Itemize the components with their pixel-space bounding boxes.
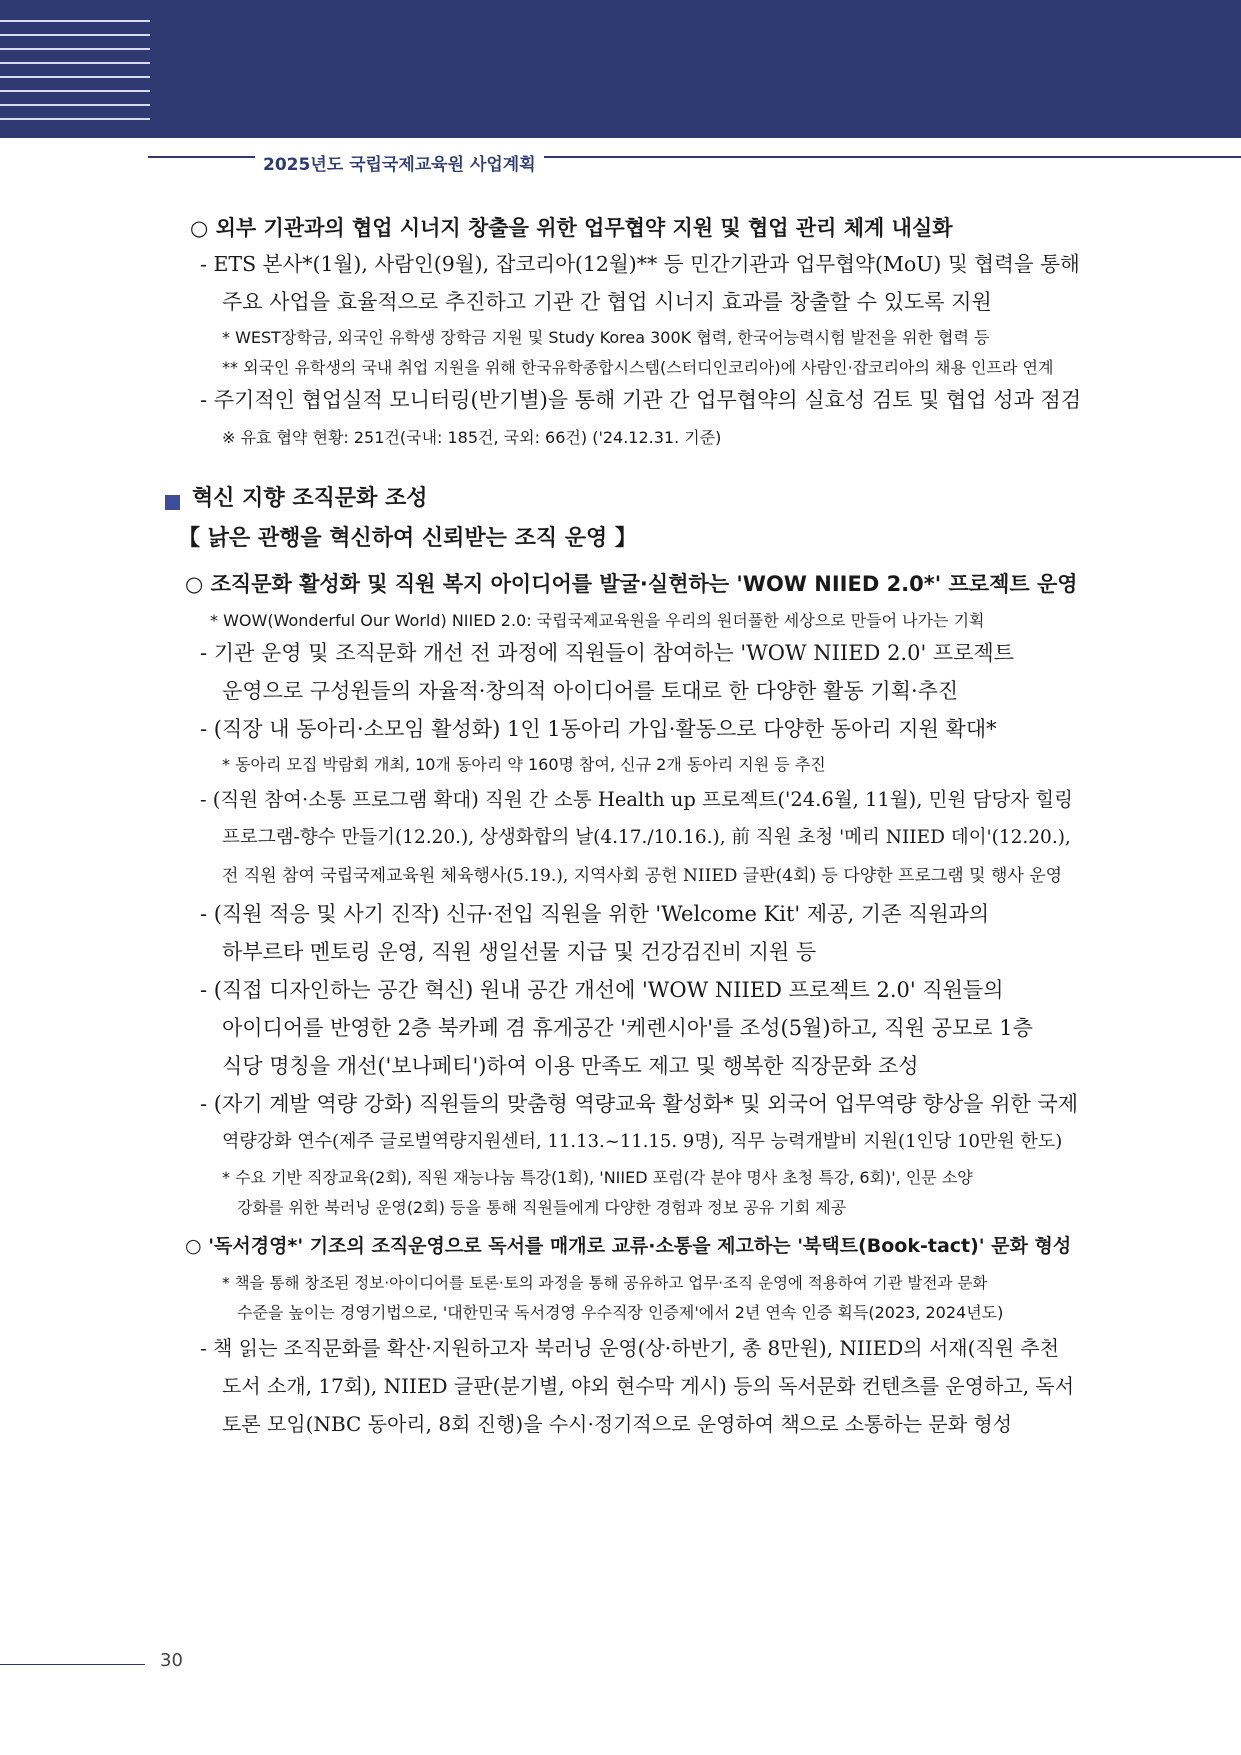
dash-item-cont: 전 직원 참여 국립국제교육원 체육행사(5.19.), 지역사회 공헌 NIIED 글판(4회) 등 다양한 프로그램 및 행사 운영 (222, 866, 1063, 886)
footnote-cont: 강화를 위한 북러닝 운영(2회) 등을 통해 직원들에게 다양한 경험과 정보 공유 기회 제공 (237, 1198, 847, 1217)
footnote: * 동아리 모집 박람회 개최, 10개 동아리 약 160명 참여, 신규 2개 동아리 지원 등 추진 (222, 755, 826, 774)
dash-item: - ETS 본사*(1월), 사람인(9월), 잡코리아(12월)** 등 민간기관과 업무협약(MoU) 및 협력을 통해 (200, 252, 1080, 276)
dash-item: - 기관 운영 및 조직문화 개선 전 과정에 직원들이 참여하는 'WOW NIIED 2.0' 프로젝트 (200, 641, 1015, 665)
footnote: ** 외국인 유학생의 국내 취업 지원을 위해 한국유학종합시스템(스터디인코리아)에 사람인·잡코리아의 채용 인프라 연계 (222, 358, 1054, 377)
section-square-icon (165, 495, 180, 510)
dash-item-cont: 프로그램-향수 만들기(12.20.), 상생화합의 날(4.17./10.16.), 前 직원 초청 '메리 NIIED 데이'(12.20.), (222, 827, 1071, 848)
dash-item-cont: 식당 명칭을 개선('보나페티')하여 이용 만족도 제고 및 행복한 직장문화 조성 (222, 1054, 919, 1078)
footnote: * 책을 통해 창조된 정보·아이디어를 토론·토의 과정을 통해 공유하고 업무·조직 운영에 적용하여 기관 발전과 문화 (222, 1274, 988, 1292)
footnote: * WEST장학금, 외국인 유학생 장학금 지원 및 Study Korea 300K 협력, 한국어능력시험 발전을 위한 협력 등 (222, 328, 990, 347)
bullet-heading: ○ 외부 기관과의 협업 시너지 창출을 위한 업무협약 지원 및 협업 관리 체계 내실화 (190, 216, 953, 240)
dash-item: - (자기 계발 역량 강화) 직원들의 맞춤형 역량교육 활성화* 및 외국어 업무역량 향상을 위한 국제 (200, 1092, 1079, 1116)
page-number: 30 (160, 1650, 183, 1671)
bullet-heading: ○ '독서경영*' 기조의 조직운영으로 독서를 매개로 교류·소통을 제고하는 '북택트(Book-tact)' 문화 형성 (185, 1235, 1072, 1257)
dash-item-cont: 하부르타 멘토링 운영, 직원 생일선물 지급 및 건강검진비 지원 등 (222, 940, 817, 964)
section-title: 혁신 지향 조직문화 조성 (192, 486, 428, 511)
footnote: * 수요 기반 직장교육(2회), 직원 재능나눔 특강(1회), 'NIIED 포럼(각 분야 명사 초청 특강, 6회)', 인문 소양 (222, 1168, 973, 1187)
dash-item-cont: 아이디어를 반영한 2층 북카페 겸 휴게공간 '케렌시아'를 조성(5월)하고, 직원 공모로 1층 (222, 1016, 1033, 1040)
note: ※ 유효 협약 현황: 251건(국내: 185건, 국외: 66건) ('24.12.31. 기준) (222, 428, 722, 447)
dash-item-cont: 주요 사업을 효율적으로 추진하고 기관 간 협업 시너지 효과를 창출할 수 있도록 지원 (222, 290, 992, 314)
dash-item: - 책 읽는 조직문화를 확산·지원하고자 북러닝 운영(상·하반기, 총 8만원), NIIED의 서재(직원 추천 (200, 1336, 1060, 1360)
document-title: 2025년도 국립국제교육원 사업계획 (255, 150, 544, 175)
dash-item: - 주기적인 협업실적 모니터링(반기별)을 통해 기관 간 업무협약의 실효성 검토 및 협업 성과 점검 (200, 388, 1082, 412)
dash-item: - (직장 내 동아리·소모임 활성화) 1인 1동아리 가입·활동으로 다양한 동아리 지원 확대* (200, 717, 997, 741)
dash-item-cont: 역량강화 연수(제주 글로벌역량지원센터, 11.13.~11.15. 9명), 직무 능력개발비 지원(1인당 10만원 한도) (222, 1131, 1063, 1152)
section-subtitle: 【 낡은 관행을 혁신하여 신뢰받는 조직 운영 】 (178, 526, 637, 551)
bullet-heading: ○ 조직문화 활성화 및 직원 복지 아이디어를 발굴·실현하는 'WOW NIIED 2.0*' 프로젝트 운영 (185, 572, 1078, 596)
dash-item: - (직접 디자인하는 공간 혁신) 원내 공간 개선에 'WOW NIIED 프로젝트 2.0' 직원들의 (200, 978, 1004, 1002)
dash-item-cont: 도서 소개, 17회), NIIED 글판(분기별, 야외 현수막 게시) 등의 독서문화 컨텐츠를 운영하고, 독서 (222, 1374, 1075, 1398)
dash-item: - (직원 적응 및 사기 진작) 신규·전입 직원을 위한 'Welcome Kit' 제공, 기존 직원과의 (200, 902, 990, 926)
dash-item-cont: 토론 모임(NBC 동아리, 8회 진행)을 수시·정기적으로 운영하여 책으로 소통하는 문화 형성 (222, 1412, 1013, 1436)
footnote-cont: 수준을 높이는 경영기법으로, '대한민국 독서경영 우수직장 인증제'에서 2년 연속 인증 획득(2023, 2024년도) (237, 1303, 1004, 1322)
dash-item-cont: 운영으로 구성원들의 자율적·창의적 아이디어를 토대로 한 다양한 활동 기획·추진 (222, 679, 959, 703)
footnote: * WOW(Wonderful Our World) NIIED 2.0: 국립국제교육원을 우리의 원더풀한 세상으로 만들어 나가는 기획 (210, 611, 985, 630)
header-band (0, 0, 1241, 138)
dash-item: - (직원 참여·소통 프로그램 확대) 직원 간 소통 Health up 프로젝트('24.6월, 11월), 민원 담당자 힐링 (200, 788, 1073, 811)
footer-rule (0, 1664, 145, 1665)
header-stripes-decoration (0, 20, 150, 132)
